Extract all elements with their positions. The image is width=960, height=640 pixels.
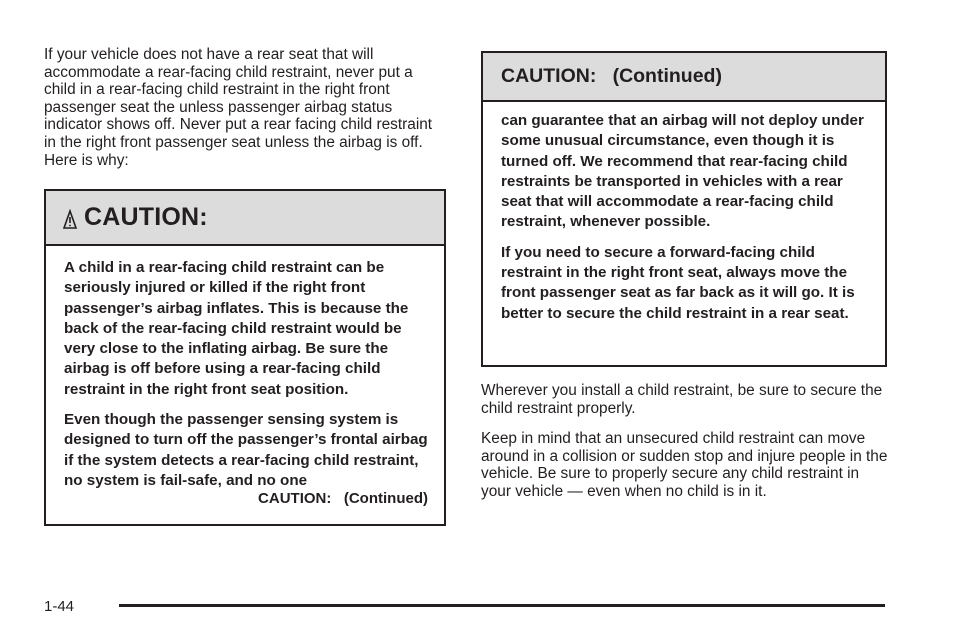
page-number: 1-44 — [44, 598, 75, 615]
warning-triangle-icon — [62, 208, 78, 230]
caution-header — [46, 191, 444, 246]
caution-paragraph-2: Even though the passenger sensing system is designed to turn off the passenger’s frontal airbag if the system detects a rear-facing child restraint, no system is fail-safe, and no one — [64, 411, 428, 489]
right-paragraph-1: Wherever you install a child restraint, be sure to secure the child restraint properly. — [481, 382, 883, 417]
caution-continued-box — [481, 51, 887, 367]
caution-paragraph-1: A child in a rear-facing child restraint can be seriously injured or killed if the right front passenger’s airbag inflates. This is because the back of the rear-facing child restraint would be very close to the inflating airbag. Be sure the airbag is off before using a rear-facing child restraint in the right front seat position. — [64, 259, 409, 398]
footer-rule — [119, 604, 885, 607]
caution-continued-header — [483, 53, 885, 102]
caution-body — [46, 246, 444, 491]
continued-paragraph-2: If you need to secure a forward-facing child restraint in the right front seat, always move the front passenger seat as far back as it will go. It is better to secure the child restraint in a rear seat. — [501, 243, 855, 322]
caution-box — [44, 189, 446, 526]
right-paragraph-2: Keep in mind that an unsecured child restraint can move around in a collision or sudden stop and injure people in the vehicle. Be sure to properly secure any child restraint in your vehicle — even when no child is in it. — [481, 430, 888, 500]
caution-continued-body — [483, 102, 885, 324]
continued-paragraph-1: can guarantee that an airbag will not deploy under some unusual circumstance, even though it is turned off. We recommend that rear-facing child restraints be transported in vehicles with a rear seat that will accommodate a rear-facing child restraint, whenever possible. — [501, 112, 864, 231]
left-column — [44, 46, 448, 169]
caution-continued-label: CAUTION: (Continued) — [258, 490, 428, 507]
intro-paragraph: If your vehicle does not have a rear seat that will accommodate a rear-facing child restraint, never put a child in a rear-facing child restraint in the right front passenger seat the unless passenger airbag status indicator shows off. Never put a rear facing child restraint in the right front passenger seat unless the airbag is off. Here is why: — [44, 46, 433, 169]
caution-continued-title: CAUTION: (Continued) — [501, 65, 722, 87]
caution-title: CAUTION: — [84, 203, 208, 231]
right-column-text — [481, 382, 891, 514]
